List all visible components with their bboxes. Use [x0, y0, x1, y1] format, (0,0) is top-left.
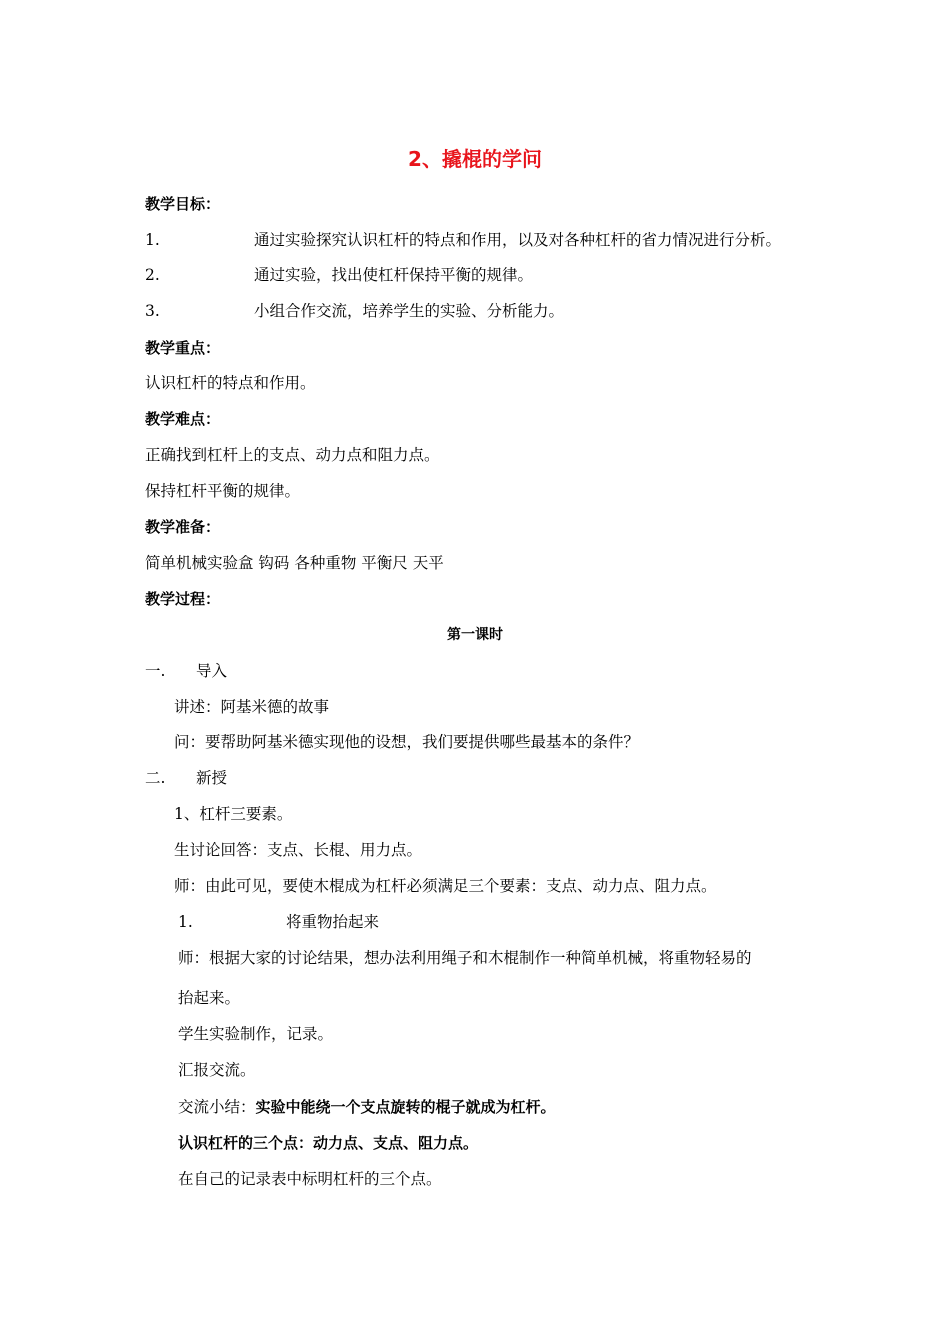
new-lesson-line: 1、杠杆三要素。 — [174, 805, 293, 823]
goal-number: 1. — [145, 231, 160, 249]
preparation-text: 简单机械实验盒 钩码 各种重物 平衡尺 天平 — [145, 554, 444, 572]
lesson-title: 第一课时 — [447, 627, 503, 643]
intro-line: 问：要帮助阿基米德实现他的设想，我们要提供哪些最基本的条件？ — [174, 733, 640, 751]
new-lesson-line: 生讨论回答：支点、长棍、用力点。 — [174, 841, 423, 859]
difficulty-line: 保持杠杆平衡的规律。 — [145, 482, 301, 500]
student-line: 学生实验制作，记录。 — [178, 1025, 334, 1043]
intro-line: 讲述：阿基米德的故事 — [174, 698, 330, 716]
process-heading: 教学过程： — [145, 590, 221, 608]
subsection-label: 将重物抬起来 — [286, 913, 380, 931]
section-label: 导入 — [196, 662, 228, 680]
subsection-number: 1. — [178, 913, 193, 931]
goal-number: 2. — [145, 266, 160, 284]
difficulty-line: 正确找到杠杆上的支点、动力点和阻力点。 — [145, 446, 440, 464]
difficulty-heading: 教学难点： — [145, 410, 221, 428]
summary-line — [178, 1097, 556, 1117]
goals-heading: 教学目标： — [145, 195, 221, 213]
goal-text: 通过实验探究认识杠杆的特点和作用，以及对各种杠杆的省力情况进行分析。 — [254, 231, 782, 249]
section-number: 二. — [145, 769, 166, 787]
summary-bold-text: 实验中能绕一个支点旋转的棍子就成为杠杆。 — [255, 1098, 556, 1116]
three-points-line: 认识杠杆的三个点：动力点、支点、阻力点。 — [178, 1134, 479, 1152]
goal-text: 小组合作交流，培养学生的实验、分析能力。 — [254, 302, 565, 320]
summary-prefix: 交流小结： — [178, 1098, 256, 1116]
goal-text: 通过实验，找出使杠杆保持平衡的规律。 — [254, 266, 534, 284]
final-line: 在自己的记录表中标明杠杆的三个点。 — [178, 1170, 442, 1188]
preparation-heading: 教学准备： — [145, 518, 221, 536]
key-points-text: 认识杠杆的特点和作用。 — [145, 374, 316, 392]
key-points-heading: 教学重点： — [145, 339, 221, 357]
section-label: 新授 — [196, 769, 228, 787]
teacher-line: 师：根据大家的讨论结果，想办法利用绳子和木棍制作一种简单机械，将重物轻易的 — [178, 949, 752, 967]
document-title: 2、撬棍的学问 — [408, 147, 542, 171]
section-number: 一. — [145, 662, 166, 680]
goal-number: 3. — [145, 302, 160, 320]
new-lesson-line: 师：由此可见，要使木棍成为杠杆必须满足三个要素：支点、动力点、阻力点。 — [174, 877, 717, 895]
teacher-line: 抬起来。 — [178, 989, 241, 1007]
report-line: 汇报交流。 — [178, 1061, 256, 1079]
